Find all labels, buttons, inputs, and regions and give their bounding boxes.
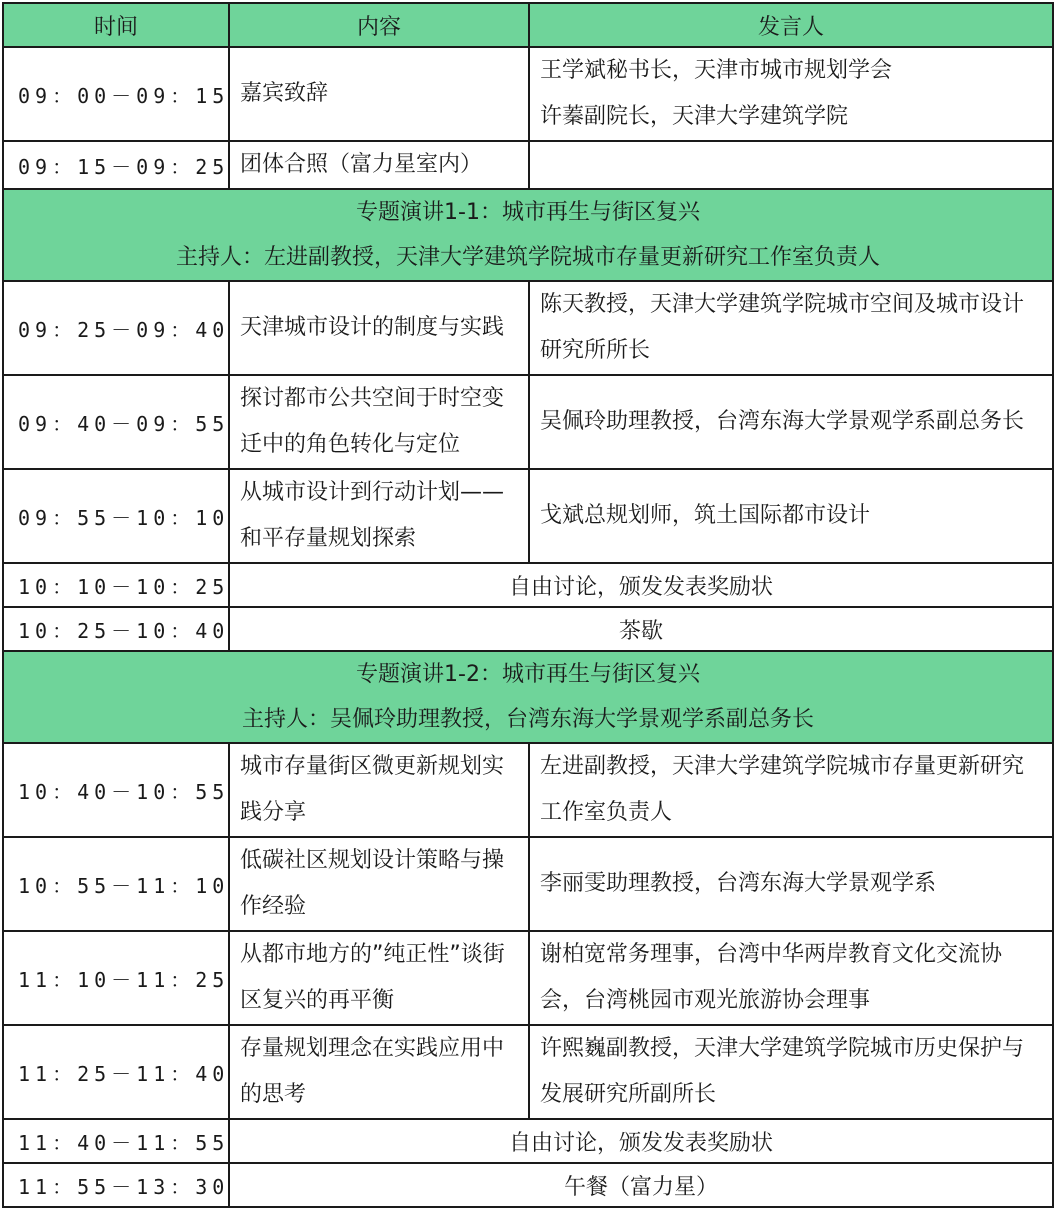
session-title: 专题演讲1-1：城市再生与街区复兴 xyxy=(356,200,700,225)
header-content: 内容 xyxy=(229,3,529,47)
content-cell: 团体合照（富力星室内） xyxy=(229,141,529,189)
time-cell: 09：15－09：25 xyxy=(3,141,229,189)
table-row xyxy=(3,469,1053,563)
header-time: 时间 xyxy=(3,3,229,47)
time-cell: 10：55－11：10 xyxy=(3,837,229,931)
span-cell: 茶歇 xyxy=(229,607,1053,651)
speaker-cell: 许熙巍副教授，天津大学建筑学院城市历史保护与发展研究所副所长 xyxy=(529,1025,1053,1119)
span-cell: 自由讨论，颁发发表奖励状 xyxy=(229,563,1053,607)
time-cell: 11：25－11：40 xyxy=(3,1025,229,1119)
span-cell: 午餐（富力星） xyxy=(229,1163,1053,1207)
table-row xyxy=(3,563,1053,607)
table-row xyxy=(3,141,1053,189)
session-cell xyxy=(3,189,1053,281)
table-row xyxy=(3,931,1053,1025)
table-row xyxy=(3,1025,1053,1119)
speaker-cell xyxy=(529,141,1053,189)
speaker-cell: 谢柏宽常务理事，台湾中华两岸教育文化交流协会，台湾桃园市观光旅游协会理事 xyxy=(529,931,1053,1025)
speaker-cell: 左进副教授，天津大学建筑学院城市存量更新研究工作室负责人 xyxy=(529,743,1053,837)
content-cell: 存量规划理念在实践应用中的思考 xyxy=(229,1025,529,1119)
content-cell: 低碳社区规划设计策略与操作经验 xyxy=(229,837,529,931)
speaker-cell: 李丽雯助理教授，台湾东海大学景观学系 xyxy=(529,837,1053,931)
session-host: 主持人：吴佩玲助理教授，台湾东海大学景观学系副总务长 xyxy=(241,707,814,732)
table-row xyxy=(3,607,1053,651)
time-cell: 09：00－09：15 xyxy=(3,47,229,141)
content-cell: 探讨都市公共空间于时空变迁中的角色转化与定位 xyxy=(229,375,529,469)
header-speaker: 发言人 xyxy=(529,3,1053,47)
table-row xyxy=(3,1163,1053,1207)
time-cell: 10：40－10：55 xyxy=(3,743,229,837)
session-title: 专题演讲1-2：城市再生与街区复兴 xyxy=(356,662,700,687)
table-row xyxy=(3,281,1053,375)
time-cell: 09：25－09：40 xyxy=(3,281,229,375)
table-row xyxy=(3,743,1053,837)
session-row xyxy=(3,651,1053,743)
content-cell: 城市存量街区微更新规划实践分享 xyxy=(229,743,529,837)
session-cell xyxy=(3,651,1053,743)
speaker-line: 王学斌秘书长，天津市城市规划学会 许蓁副院长，天津大学建筑学院 xyxy=(540,58,893,129)
time-cell: 11：55－13：30 xyxy=(3,1163,229,1207)
time-cell: 10：10－10：25 xyxy=(3,563,229,607)
content-cell: 嘉宾致辞 xyxy=(229,47,529,141)
time-cell: 10：25－10：40 xyxy=(3,607,229,651)
session-row xyxy=(3,189,1053,281)
table-row xyxy=(3,47,1053,141)
content-cell: 从都市地方的”纯正性”谈街区复兴的再平衡 xyxy=(229,931,529,1025)
table-row xyxy=(3,837,1053,931)
agenda-table xyxy=(2,2,1054,1208)
span-cell: 自由讨论，颁发发表奖励状 xyxy=(229,1119,1053,1163)
time-cell: 09：55－10：10 xyxy=(3,469,229,563)
table-row xyxy=(3,1119,1053,1163)
table-row xyxy=(3,375,1053,469)
content-cell: 天津城市设计的制度与实践 xyxy=(229,281,529,375)
content-cell: 从城市设计到行动计划——和平存量规划探索 xyxy=(229,469,529,563)
time-cell: 09：40－09：55 xyxy=(3,375,229,469)
speaker-cell: 戈斌总规划师，筑土国际都市设计 xyxy=(529,469,1053,563)
speaker-cell: 吴佩玲助理教授，台湾东海大学景观学系副总务长 xyxy=(529,375,1053,469)
speaker-cell xyxy=(529,47,1053,141)
time-cell: 11：40－11：55 xyxy=(3,1119,229,1163)
speaker-cell: 陈天教授，天津大学建筑学院城市空间及城市设计研究所所长 xyxy=(529,281,1053,375)
session-host: 主持人：左进副教授，天津大学建筑学院城市存量更新研究工作室负责人 xyxy=(175,245,880,270)
header-row xyxy=(3,3,1053,47)
time-cell: 11：10－11：25 xyxy=(3,931,229,1025)
